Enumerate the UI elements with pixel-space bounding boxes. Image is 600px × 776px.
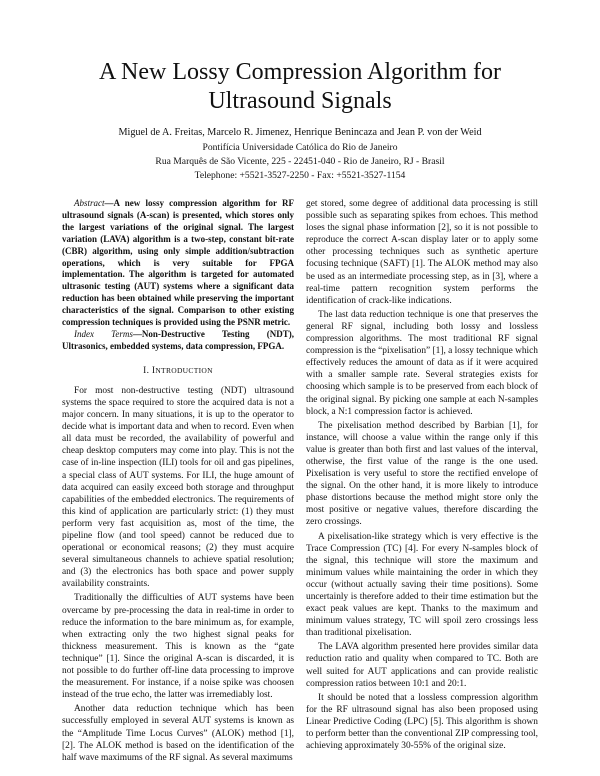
index-terms-text: —Non-Destructive Testing (NDT), Ultrasonics, embedded systems, data compression, FPGA.: [62, 328, 294, 351]
author-list: Miguel de A. Freitas, Marcelo R. Jimenez, Henrique Benincaza and Jean P. von der Weid: [118, 127, 482, 138]
section-numeral: I.: [143, 365, 150, 376]
contact-info: Telephone: +5521-3527-2250 - Fax: +5521-3527-1154: [194, 170, 406, 181]
right-paragraph-2: The last data reduction technique is one that preserves the general RF signal, including both lossy and lossless compression algorithms. The most traditional RF signal compression is the “pixelisation” [1], a lossy technique which effectively reduces the amount of data as if it were acquired with a smaller sample rate. Several strategies exists for choosing which sample is to be preserved from each block of the original signal. By picking one sample at each N-samples block, a N:1 compression factor is achieved.: [306, 309, 538, 417]
address: Rua Marquês de São Vicente, 225 - 22451-040 - Rio de Janeiro, RJ - Brasil: [155, 156, 445, 167]
right-paragraph-6: It should be noted that a lossless compression algorithm for the RF ultrasound signal has also been proposed using Linear Predictive Coding (LPC) [5]. This algorithm is shown to perform better than the conventional ZIP compressing tool, achieving approximately 30-55% of the original size.: [306, 692, 538, 752]
title-line-1: A New Lossy Compression Algorithm for: [99, 59, 501, 85]
left-column: [62, 198, 294, 764]
right-paragraph-5: The LAVA algorithm presented here provides similar data reduction ratio and quality when compared to TC. Both are well suited for AUT applications and can provide realistic compression ratios between 10:1 and 20:1.: [306, 642, 538, 689]
left-paragraph-2: Traditionally the difficulties of AUT systems have been overcame by pre-processing the data in real-time in order to reduce the information to the bare minimum as, for example, when extracting only the two highest signal peaks for thickness measurement. This is known as the “gate technique” [1]. Since the original A-scan is discarded, it is not possible to do further off-line data processing to improve the measurement. For instance, if a noise spike was choosen instead of the true echo, the latter was irremediably lost.: [62, 593, 294, 701]
index-terms-label: Index Terms: [74, 328, 133, 339]
right-paragraph-1: get stored, some degree of additional data processing is still possible such as separating spikes from echoes. This method loses the signal phase information [2], so it is not possible to reproduce the correct A-scan display later or to apply some other processing techniques such as synthetic aperture focusing technique (SAFT) [1]. The ALOK method may also be used as an intermediate processing step, as in [3], where a real-time pattern recognition system performs the identification of crack-like indications.: [306, 199, 538, 306]
right-column: [306, 198, 538, 752]
right-paragraph-4: A pixelisation-like strategy which is very effective is the Trace Compression (TC) [4]. For every N-samples block of the signal, this technique will store the maximum and minimum values while maintaining the order in which they occur (without actually saving their time positions). Some uncertainly is therefore added to their time estimation but the exact peak values are kept. Thanks to the maximum and minimum values strategy, TC will spoil zero crossings less than traditional pixelisation.: [306, 531, 538, 639]
left-paragraph-3: Another data reduction technique which has been successfully employed in several AUT systems is known as the “Amplitude Time Locus Curves” (ALOK) method [1], [2]. The ALOK method is based on the identification of the half wave maximums of the RF signal. As several maximums: [62, 704, 294, 763]
abstract: [62, 198, 294, 329]
title-line-2: Ultrasound Signals: [208, 88, 392, 114]
abstract-label: Abstract: [74, 198, 105, 208]
affiliation: Pontifícia Universidade Católica do Rio de Janeiro: [202, 142, 398, 153]
right-paragraph-3: The pixelisation method described by Barbian [1], for instance, will choose a value within the range only if this value is greater than both first and last values of the interval, otherwise, the first value of the range is the one used. Pixelisation is very useful to store the rectified envelope of the signal. On the other hand, it is more likely to introduce phase distortions because the method might store only the most positive or negative values, therefore discarding the zero crossings.: [306, 420, 538, 528]
section-title-rest: NTRODUCTION: [155, 365, 213, 375]
paper-title: [60, 58, 540, 116]
index-terms: [62, 329, 294, 353]
left-paragraph-1: For most non-destructive testing (NDT) ultrasound systems the space required to store the acquired data is not a major concern. In many situations, it is up to the operator to decide what is important data and when to record. Even when all data must be recorded, the availability of powerful and cheap desktop computers may come into play. This is not the case of in-line inspection (ILI) tools for oil and gas pipelines, a special class of AUT systems. For ILI, the huge amount of data acquired can easily exceed both storage and throughput capabilities of the embedded electronics. The requirements of this kind of application are particularly strict: (1) they must perform very fast acquisition as, most of the time, the pipeline flow (and tool speed) cannot be reduced due to operational or economical reasons; (2) they must acquire several simultaneous channels to achieve spatial resolution; and (3) the electronics has both space and power supply availability constraints.: [62, 385, 294, 590]
section-title-first: I: [151, 365, 156, 376]
abstract-text: —A new lossy compression algorithm for RF ultrasound signals (A-scan) is presented, which stores only the largest variations of the original signal. The largest variation (LAVA) algorithm is a two-step, constant bit-rate (CBR) algorithm, using only simple addition/subtraction operations, which is very suitable for FPGA implementation. The algorithm is targeted for automated ultrasonic testing (AUT) systems where a significant data reduction has been obtained while preserving the important characteristics of the signal. Comparison to other existing compression techniques is provided using the PSNR metric.: [62, 198, 294, 328]
section-heading: [62, 365, 294, 377]
